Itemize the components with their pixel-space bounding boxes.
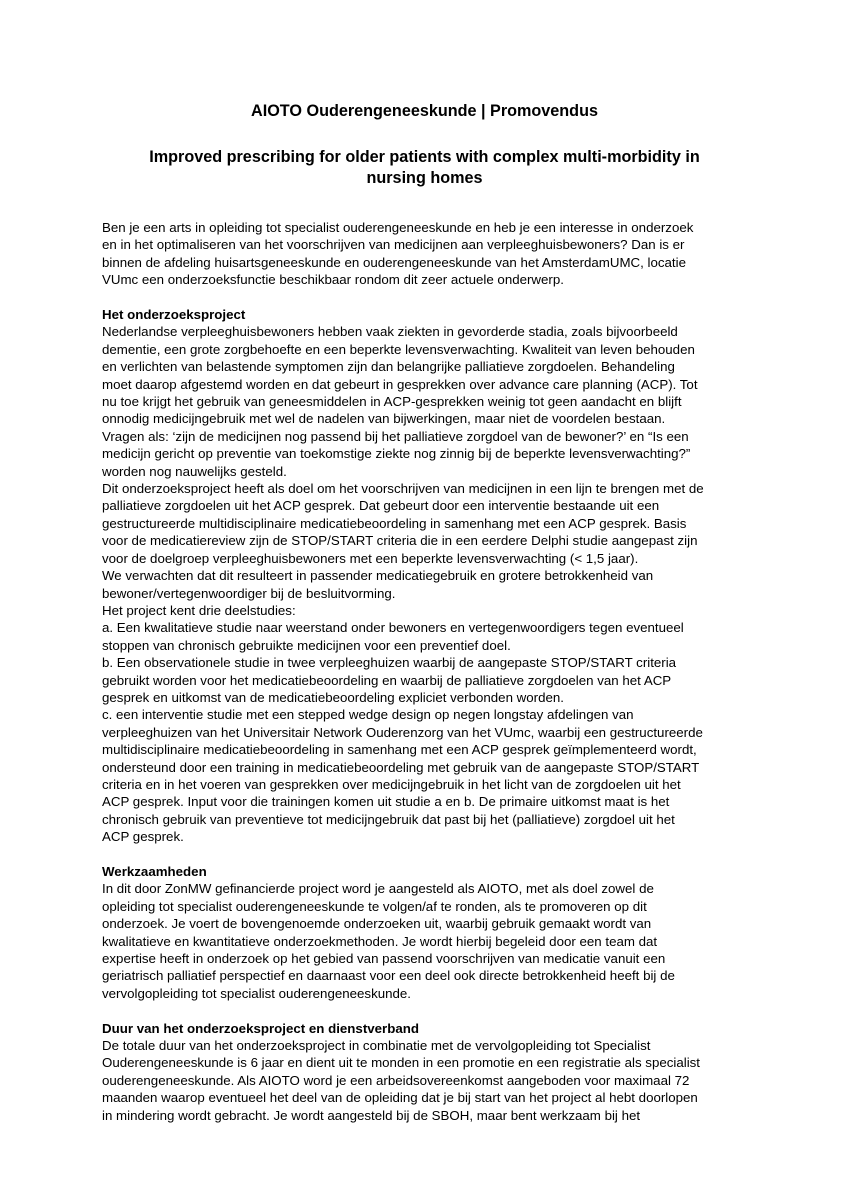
text-line: gestructureerde multidisciplinaire medicatiebeoordeling in samenhang met een ACP gesprek. Basis: [102, 515, 687, 531]
text-line: worden nog nauwelijks gesteld.: [102, 463, 287, 479]
intro-paragraph: [102, 219, 752, 289]
text-line: nu toe krijgt het gebruik van geneesmiddelen in ACP-gesprekken weinig tot geen aandacht en blijft: [102, 394, 682, 410]
text-line: kwalitatieve en kwantitatieve onderzoekmethoden. Je wordt hierbij begeleid door een team dat: [102, 933, 658, 949]
text-line: ouderengeneeskunde. Als AIOTO word je een arbeidsovereenkomst aangeboden voor maximaal 72: [102, 1072, 690, 1088]
text-line: maanden waarop eventueel het deel van de opleiding dat je bij start van het project al hebt doorlopen: [102, 1090, 698, 1106]
text-line: Dit onderzoeksproject heeft als doel om het voorschrijven van medicijnen in een lijn te brengen met de: [102, 481, 704, 497]
text-line: b. Een observationele studie in twee verpleeghuizen waarbij de aangepaste STOP/START criteria: [102, 655, 677, 671]
text-line: dementie, een grote zorgbehoefte en een beperkte levensverwachting. Kwaliteit van leven behouden: [102, 341, 695, 357]
text-line: onnodig medicijngebruik met wel de nadelen van bijwerkingen, maar niet de voordelen bestaan.: [102, 411, 666, 427]
text-line: voor de medicatiereview zijn de STOP/START criteria die in een eerdere Delphi studie aangepast zijn: [102, 533, 698, 549]
text-line: in mindering wordt gebracht. Je wordt aangesteld bij de SBOH, maar bent werkzaam bij het: [102, 1107, 641, 1123]
text-line: Vragen als: ‘zijn de medicijnen nog passend bij het palliatieve zorgdoel van de bewoner?’ en “Is een: [102, 428, 689, 444]
text-line: stoppen van chronisch gebruikte medicijnen voor een preventief doel.: [102, 637, 511, 653]
section-body-duur: [102, 1037, 752, 1124]
text-line: Het project kent drie deelstudies:: [102, 602, 296, 618]
text-line: c. een interventie studie met een stepped wedge design op negen longstay afdelingen van: [102, 707, 634, 723]
text-line: geriatrisch palliatief perspectief en daarnaast voor een deel ook directe betrokkenheid heeft bij de: [102, 968, 675, 984]
text-line: moet daarop afgestemd worden en dat gebeurt in gesprekken over advance care planning (ACP). Tot: [102, 376, 698, 392]
text-line: chronisch gebruik van preventieve tot medicijngebruik dat past bij het (palliatieve) zorgdoel uit het: [102, 811, 675, 827]
text-line: In dit door ZonMW gefinancierde project word je aangesteld als AIOTO, met als doel zowel de: [102, 881, 654, 897]
text-line: VUmc een onderzoeksfunctie beschikbaar rondom dit zeer actuele onderwerp.: [102, 272, 564, 288]
section-body-onderzoeksproject: [102, 323, 752, 845]
text-line: De totale duur van het onderzoeksproject in combinatie met de vervolgopleiding tot Specialist: [102, 1038, 651, 1054]
section-heading-onderzoeksproject: Het onderzoeksproject: [102, 307, 246, 323]
text-line: We verwachten dat dit resulteert in passender medicatiegebruik en grotere betrokkenheid van: [102, 568, 654, 584]
text-line: bewoner/vertegenwoordiger bij de besluitvorming.: [102, 585, 396, 601]
text-line: palliatieve zorgdoelen uit het ACP gesprek. Dat gebeurt door een interventie bestaande uit een: [102, 498, 660, 514]
text-line: gesprek en uitkomst van de medicatiebeoordeling expliciet verbonden worden.: [102, 689, 564, 705]
text-line: verpleeghuizen van het Universitair Network Ouderenzorg van het VUmc, waarbij een gestructureerde: [102, 724, 703, 740]
text-line: expertise heeft in onderzoek op het gebied van passend voorschrijven van medicatie vanuit een: [102, 951, 666, 967]
text-line: criteria en in het voeren van gesprekken over medicijngebruik in het licht van de zorgdoelen uit het: [102, 776, 681, 792]
text-line: en in het optimaliseren van het voorschrijven van medicijnen aan verpleeghuisbewoners? Dan is er: [102, 237, 685, 253]
text-line: onderzoek. Je voert de bovengenoemde onderzoeken uit, waarbij gebruik gemaakt wordt van: [102, 916, 652, 932]
text-line: multidisciplinaire medicatiebeoordeling in samenhang met een ACP gesprek geïmplementeerd wordt,: [102, 742, 697, 758]
text-line: a. Een kwalitatieve studie naar weerstand onder bewoners en vertegenwoordigers tegen eventueel: [102, 620, 684, 636]
section-heading-werkzaamheden: Werkzaamheden: [102, 864, 207, 879]
section-heading-duur: Duur van het onderzoeksproject en dienstverband: [102, 1020, 419, 1036]
text-line: binnen de afdeling huisartsgeneeskunde en ouderengeneeskunde van het AmsterdamUMC, locatie: [102, 254, 686, 270]
subtitle-line: nursing homes: [366, 169, 483, 187]
text-line: opleiding tot specialist ouderengeneeskunde te volgen/af te ronden, als te promoveren op dit: [102, 898, 647, 914]
text-line: en verlichten van belastende symptomen zijn dan belangrijke palliatieve zorgdoelen. Behandeling: [102, 359, 675, 375]
text-line: Ben je een arts in opleiding tot specialist ouderengeneeskunde en heb je een interesse in onderzoek: [102, 220, 694, 235]
text-line: vervolgopleiding tot specialist ouderengeneeskunde.: [102, 985, 411, 1001]
text-line: Ouderengeneeskunde is 6 jaar en dient uit te monden in een promotie en een registratie als specialist: [102, 1055, 700, 1071]
text-line: ACP gesprek. Input voor die trainingen komen uit studie a en b. De primaire uitkomst maat is het: [102, 794, 670, 810]
text-line: voor de doelgroep verpleeghuisbewoners met een beperkte levensverwachting (< 1,5 jaar).: [102, 550, 639, 566]
text-line: Nederlandse verpleeghuisbewoners hebben vaak ziekten in gevorderde stadia, zoals bijvoorbeeld: [102, 324, 678, 340]
subtitle-line: Improved prescribing for older patients with complex multi-morbidity in: [149, 148, 700, 166]
text-line: gebruikt worden voor het medicatiebeoordeling en waarbij de palliatieve zorgdoelen van het ACP: [102, 672, 672, 688]
section-body-werkzaamheden: [102, 880, 752, 1002]
text-line: ondersteund door een training in medicatiebeoordeling met gebruik van de aangepaste STOP/START: [102, 759, 700, 775]
document-body: [102, 219, 752, 1124]
text-line: ACP gesprek.: [102, 829, 184, 845]
text-line: medicijn gericht op preventie van toekomstige ziekte nog zinnig bij de beperkte levensverwachting?”: [102, 446, 691, 462]
document-title: AIOTO Ouderengeneeskunde | Promovendus: [251, 102, 598, 120]
document-subtitle: [120, 147, 729, 189]
